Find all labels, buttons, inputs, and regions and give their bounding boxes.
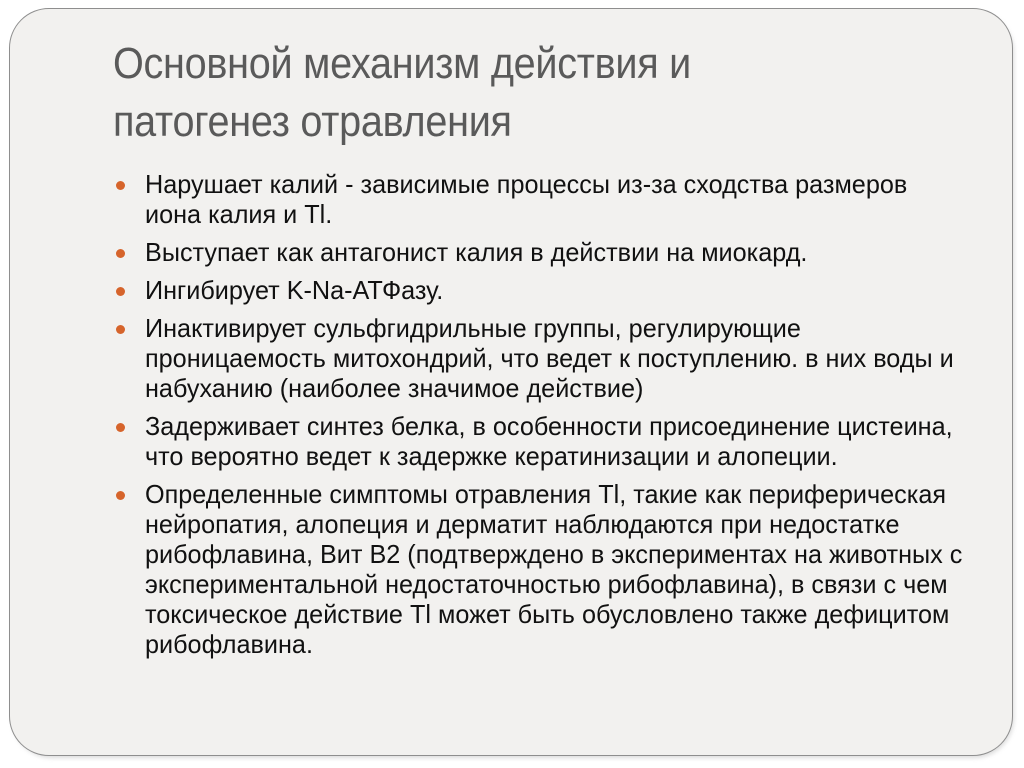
bullet-item bbox=[113, 411, 993, 471]
slide-title bbox=[113, 35, 905, 151]
bullet-dot-icon bbox=[116, 423, 125, 432]
slide-title-line-1: Основной механизм действия и bbox=[113, 39, 692, 88]
bullet-item bbox=[113, 313, 993, 403]
slide-frame bbox=[9, 8, 1013, 756]
bullet-dot-icon bbox=[116, 325, 125, 334]
bullet-text: Выступает как антагонист калия в действии на миокард. bbox=[145, 237, 808, 267]
bullet-text: Задерживает синтез белка, в особенности присоединение цистеина, что вероятно ведет к задержке кератинизации и алопеции. bbox=[145, 411, 953, 471]
bullet-list bbox=[113, 169, 993, 667]
bullet-dot-icon bbox=[116, 287, 125, 296]
bullet-dot-icon bbox=[116, 249, 125, 258]
bullet-dot-icon bbox=[116, 491, 125, 500]
bullet-text: Определенные симптомы отравления Tl, такие как периферическая нейропатия, алопеция и дерматит наблюдаются при недостатке рибофлавина, Вит В2 (подтверждено в экспериментах на животных с экспериментальной недостаточностью рибофлавина), в связи с чем токсическое действие Tl может быть обусловлено также дефицитом рибофлавина. bbox=[145, 479, 963, 659]
slide-title-line-2: патогенез отравления bbox=[113, 97, 512, 146]
bullet-item bbox=[113, 169, 993, 229]
bullet-item bbox=[113, 479, 993, 659]
bullet-text: Ингибирует K-Na-АТФазу. bbox=[145, 275, 444, 305]
bullet-item bbox=[113, 275, 993, 305]
bullet-text: Нарушает калий - зависимые процессы из-за сходства размеров иона калия и Tl. bbox=[145, 169, 908, 229]
bullet-dot-icon bbox=[116, 181, 125, 190]
bullet-text: Инактивирует сульфгидрильные группы, регулирующие проницаемость митохондрий, что ведет к поступлению. в них воды и набуханию (наиболее значимое действие) bbox=[145, 313, 954, 403]
bullet-item bbox=[113, 237, 993, 267]
